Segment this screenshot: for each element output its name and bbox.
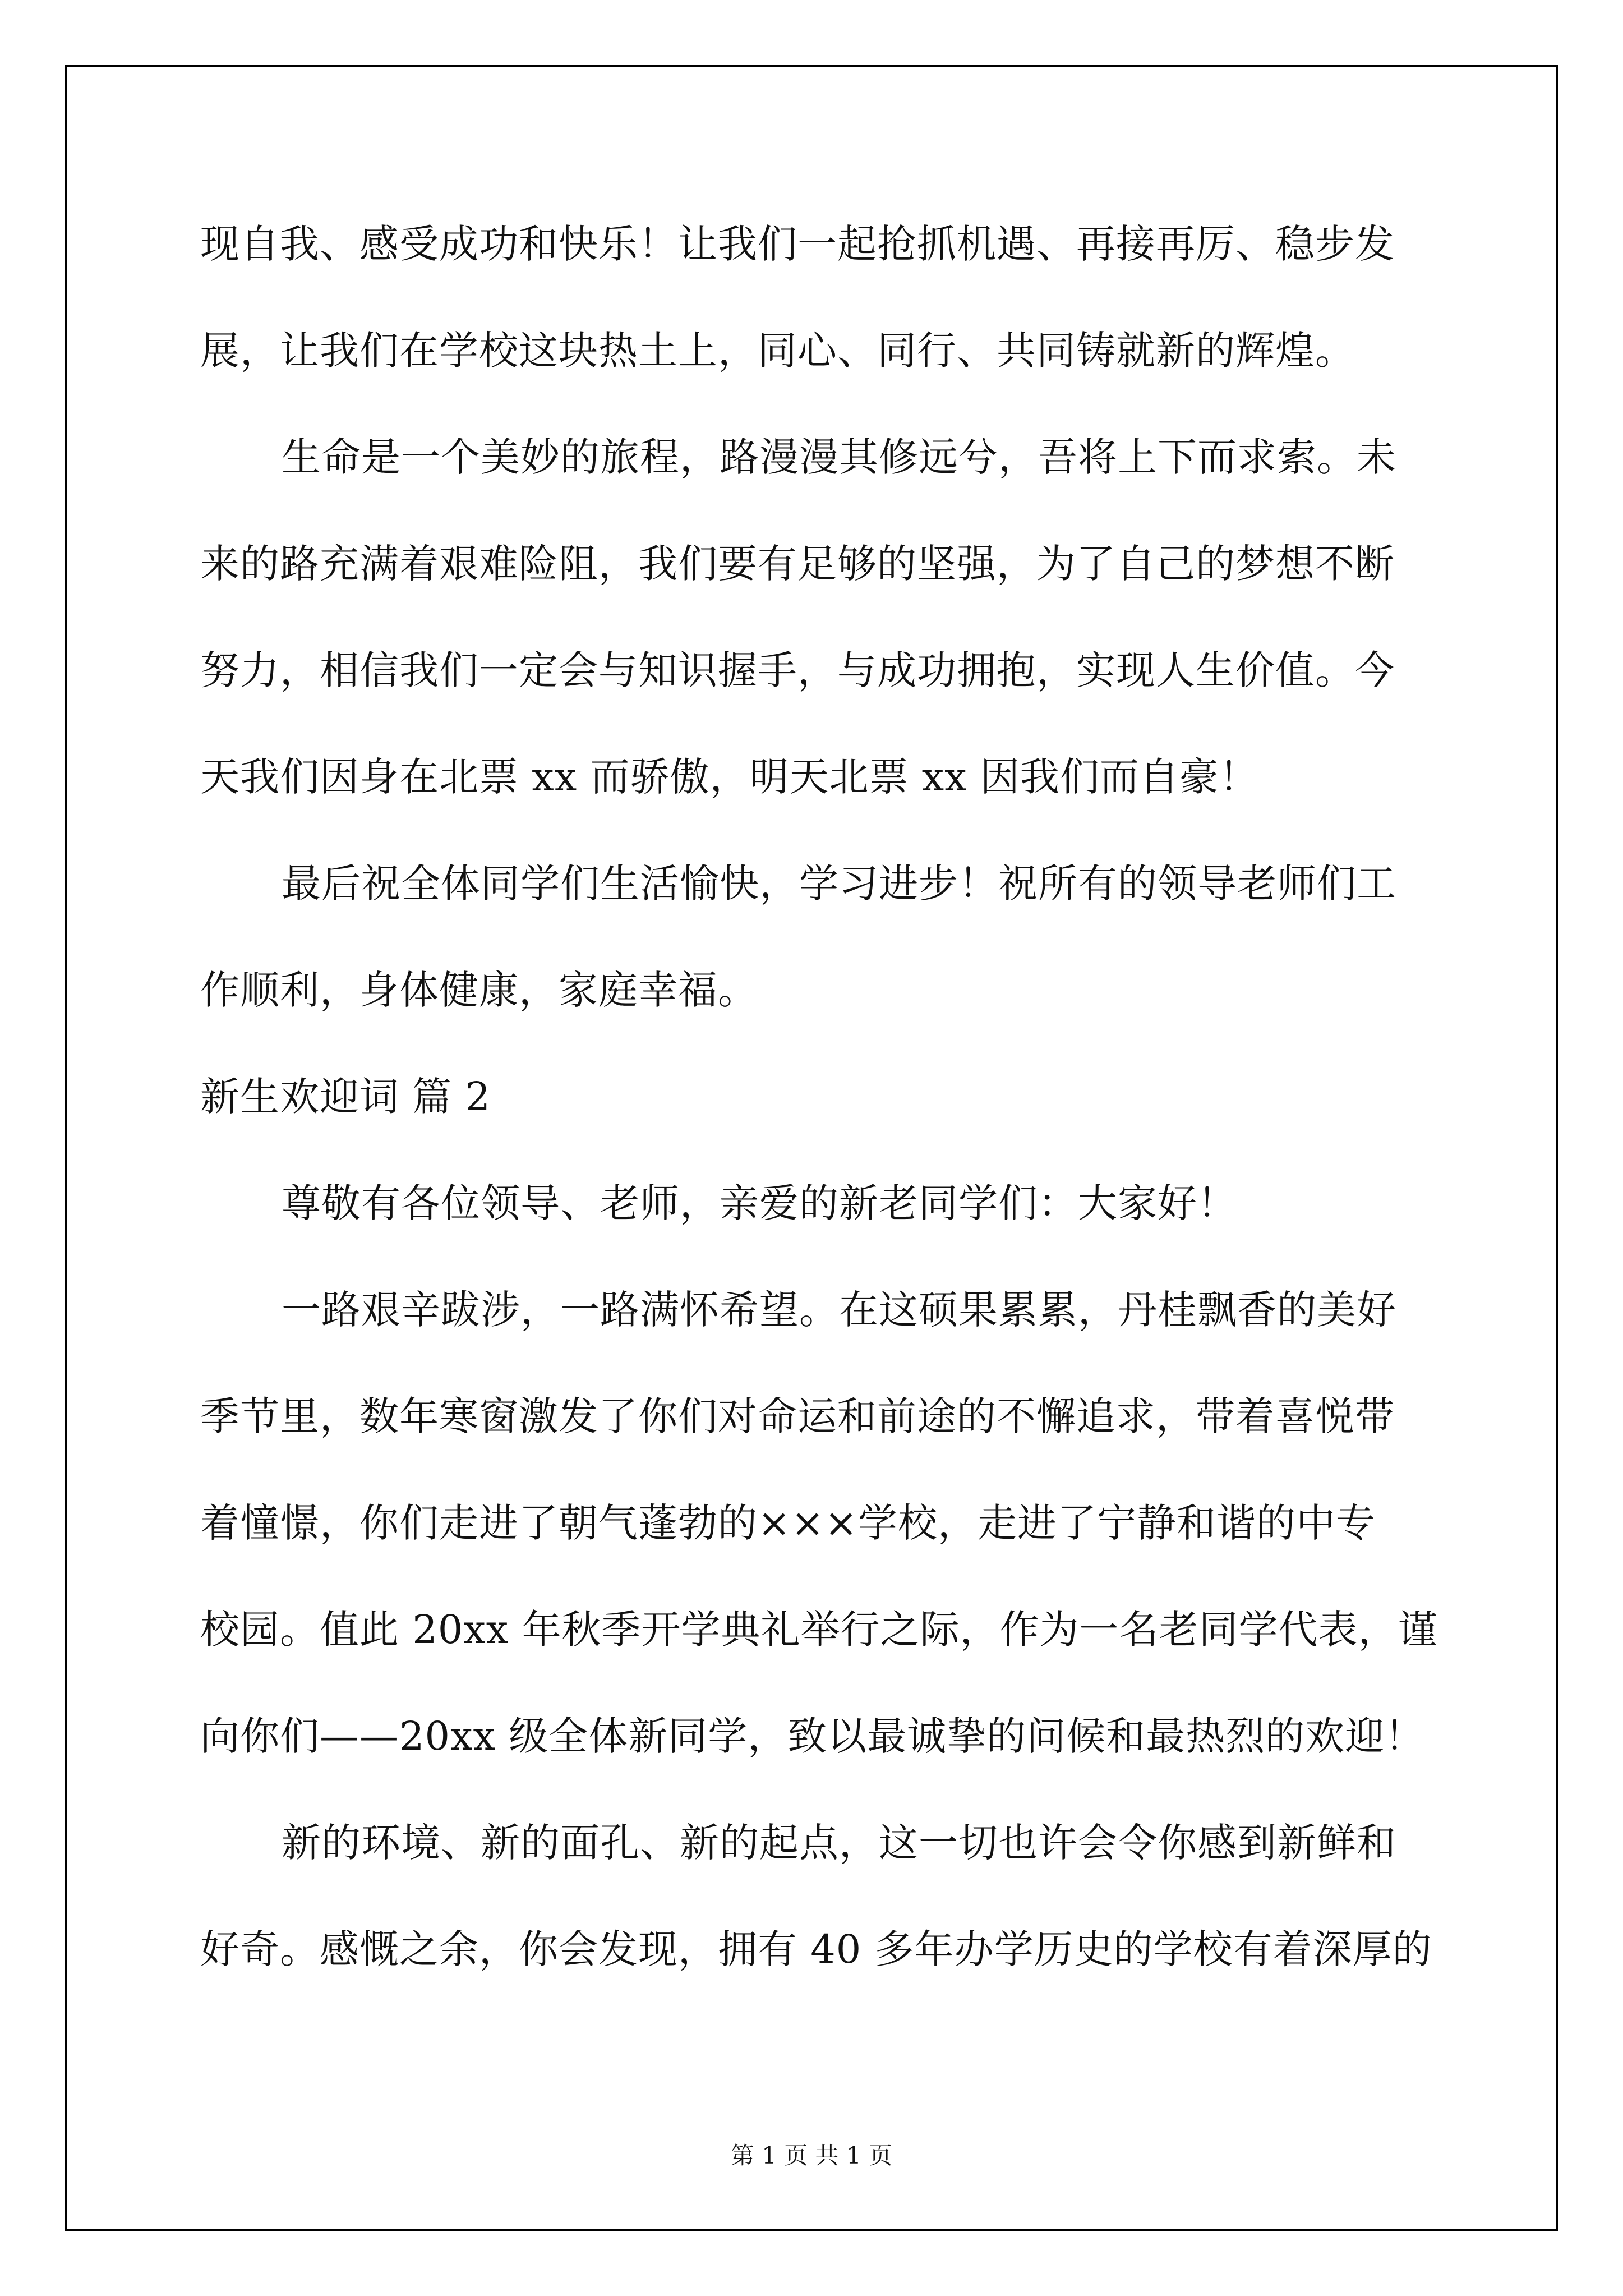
text-line: 努力，相信我们一定会与知识握手，与成功拥抱，实现人生价值。今 bbox=[200, 647, 1395, 693]
text-line: 作顺利，身体健康，家庭幸福。 bbox=[200, 967, 758, 1013]
paragraph-start: 新的环境、新的面孔、新的起点，这一切也许会令你感到新鲜和 bbox=[282, 1820, 1396, 1866]
text-line: 现自我、感受成功和快乐！让我们一起抢抓机遇、再接再厉、稳步发 bbox=[200, 221, 1395, 267]
paragraph-start: 最后祝全体同学们生活愉快，学习进步！祝所有的领导老师们工 bbox=[282, 861, 1396, 907]
paragraph-start: 一路艰辛跋涉，一路满怀希望。在这硕果累累，丹桂飘香的美好 bbox=[282, 1287, 1396, 1333]
salutation: 尊敬有各位领导、老师，亲爱的新老同学们：大家好！ bbox=[282, 1180, 1237, 1226]
section-heading: 新生欢迎词 篇 2 bbox=[200, 1074, 491, 1120]
text-line: 向你们——20xx 级全体新同学，致以最诚挚的问候和最热烈的欢迎！ bbox=[200, 1713, 1425, 1759]
page-footer: 第 1 页 共 1 页 bbox=[730, 2142, 893, 2169]
text-line: 天我们因身在北票 xx 而骄傲，明天北票 xx 因我们而自豪！ bbox=[200, 754, 1259, 800]
paragraph-start: 生命是一个美妙的旅程，路漫漫其修远兮，吾将上下而求索。未 bbox=[282, 434, 1396, 480]
text-line: 好奇。感慨之余，你会发现，拥有 40 多年办学历史的学校有着深厚的 bbox=[200, 1926, 1432, 1972]
text-line: 着憧憬，你们走进了朝气蓬勃的×××学校，走进了宁静和谐的中专 bbox=[200, 1500, 1376, 1546]
text-line: 校园。值此 20xx 年秋季开学典礼举行之际，作为一名老同学代表，谨 bbox=[200, 1607, 1438, 1653]
text-line: 展，让我们在学校这块热土上，同心、同行、共同铸就新的辉煌。 bbox=[200, 328, 1355, 374]
text-line: 季节里，数年寒窗激发了你们对命运和前途的不懈追求，带着喜悦带 bbox=[200, 1393, 1395, 1439]
text-line: 来的路充满着艰难险阻，我们要有足够的坚强，为了自己的梦想不断 bbox=[200, 541, 1395, 587]
document-body bbox=[200, 213, 1462, 2025]
